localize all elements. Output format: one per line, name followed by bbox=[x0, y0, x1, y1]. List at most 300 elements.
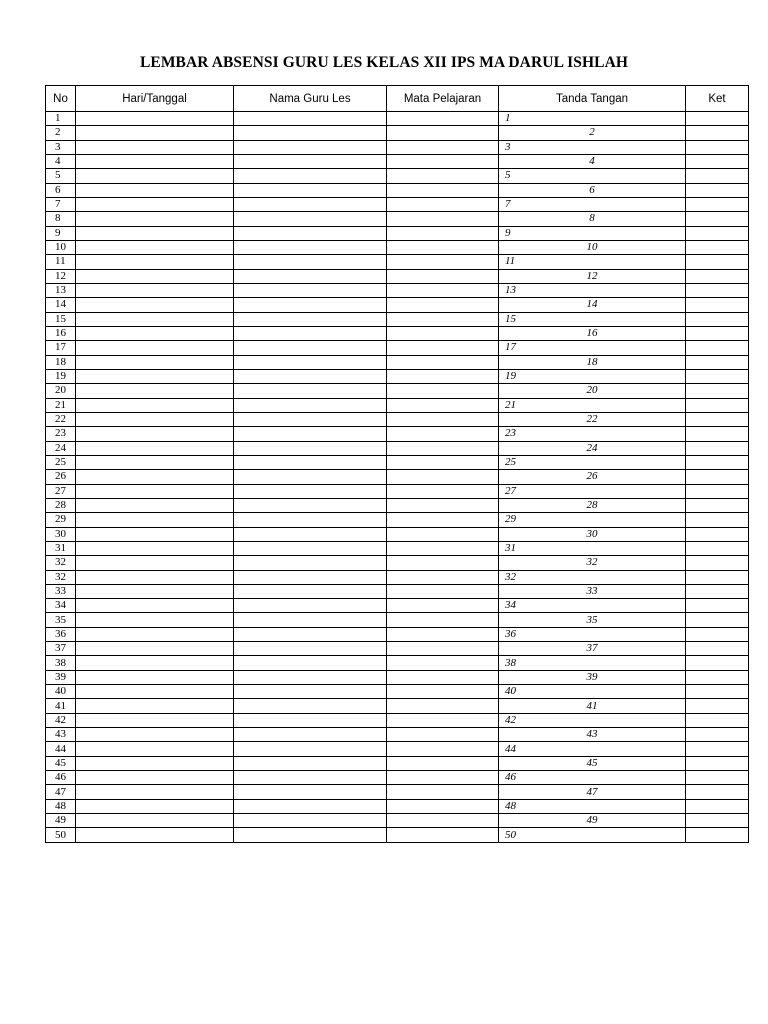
hari-tanggal-cell[interactable] bbox=[76, 513, 234, 527]
ket-cell[interactable] bbox=[686, 112, 749, 126]
signature-cell[interactable] bbox=[499, 527, 686, 541]
mata-pelajaran-cell[interactable] bbox=[387, 112, 499, 126]
table-row bbox=[46, 298, 749, 312]
nama-guru-cell[interactable] bbox=[234, 742, 387, 756]
ket-cell[interactable] bbox=[686, 771, 749, 785]
ket-cell[interactable] bbox=[686, 756, 749, 770]
hari-tanggal-cell[interactable] bbox=[76, 398, 234, 412]
nama-guru-cell[interactable] bbox=[234, 498, 387, 512]
hari-tanggal-cell[interactable] bbox=[76, 541, 234, 555]
row-number: 43 bbox=[46, 728, 76, 742]
nama-guru-cell[interactable] bbox=[234, 799, 387, 813]
mata-pelajaran-cell[interactable] bbox=[387, 412, 499, 426]
table-row bbox=[46, 154, 749, 168]
ket-cell[interactable] bbox=[686, 713, 749, 727]
hari-tanggal-cell[interactable] bbox=[76, 785, 234, 799]
nama-guru-cell[interactable] bbox=[234, 527, 387, 541]
mata-pelajaran-cell[interactable] bbox=[387, 828, 499, 842]
mata-pelajaran-cell[interactable] bbox=[387, 226, 499, 240]
hari-tanggal-cell[interactable] bbox=[76, 742, 234, 756]
mata-pelajaran-cell[interactable] bbox=[387, 169, 499, 183]
ket-cell[interactable] bbox=[686, 312, 749, 326]
hari-tanggal-cell[interactable] bbox=[76, 240, 234, 254]
ket-cell[interactable] bbox=[686, 541, 749, 555]
ket-cell[interactable] bbox=[686, 513, 749, 527]
signature-number: 16 bbox=[586, 327, 598, 340]
mata-pelajaran-cell[interactable] bbox=[387, 269, 499, 283]
ket-cell[interactable] bbox=[686, 212, 749, 226]
nama-guru-cell[interactable] bbox=[234, 441, 387, 455]
mata-pelajaran-cell[interactable] bbox=[387, 599, 499, 613]
hari-tanggal-cell[interactable] bbox=[76, 312, 234, 326]
hari-tanggal-cell[interactable] bbox=[76, 355, 234, 369]
hari-tanggal-cell[interactable] bbox=[76, 412, 234, 426]
nama-guru-cell[interactable] bbox=[234, 599, 387, 613]
signature-cell[interactable] bbox=[499, 685, 686, 699]
mata-pelajaran-cell[interactable] bbox=[387, 126, 499, 140]
nama-guru-cell[interactable] bbox=[234, 240, 387, 254]
mata-pelajaran-cell[interactable] bbox=[387, 670, 499, 684]
signature-cell[interactable] bbox=[499, 212, 686, 226]
hari-tanggal-cell[interactable] bbox=[76, 756, 234, 770]
ket-cell[interactable] bbox=[686, 283, 749, 297]
row-number: 5 bbox=[46, 169, 76, 183]
table-row bbox=[46, 384, 749, 398]
signature-cell[interactable] bbox=[499, 484, 686, 498]
hari-tanggal-cell[interactable] bbox=[76, 183, 234, 197]
ket-cell[interactable] bbox=[686, 470, 749, 484]
mata-pelajaran-cell[interactable] bbox=[387, 785, 499, 799]
hari-tanggal-cell[interactable] bbox=[76, 584, 234, 598]
nama-guru-cell[interactable] bbox=[234, 154, 387, 168]
mata-pelajaran-cell[interactable] bbox=[387, 154, 499, 168]
row-number: 36 bbox=[46, 627, 76, 641]
ket-cell[interactable] bbox=[686, 226, 749, 240]
ket-cell[interactable] bbox=[686, 685, 749, 699]
ket-cell[interactable] bbox=[686, 240, 749, 254]
nama-guru-cell[interactable] bbox=[234, 384, 387, 398]
nama-guru-cell[interactable] bbox=[234, 484, 387, 498]
signature-cell[interactable] bbox=[499, 269, 686, 283]
nama-guru-cell[interactable] bbox=[234, 785, 387, 799]
signature-cell[interactable] bbox=[499, 670, 686, 684]
hari-tanggal-cell[interactable] bbox=[76, 212, 234, 226]
hari-tanggal-cell[interactable] bbox=[76, 484, 234, 498]
ket-cell[interactable] bbox=[686, 298, 749, 312]
nama-guru-cell[interactable] bbox=[234, 828, 387, 842]
nama-guru-cell[interactable] bbox=[234, 197, 387, 211]
nama-guru-cell[interactable] bbox=[234, 656, 387, 670]
signature-cell[interactable] bbox=[499, 584, 686, 598]
ket-cell[interactable] bbox=[686, 527, 749, 541]
ket-cell[interactable] bbox=[686, 699, 749, 713]
signature-cell[interactable] bbox=[499, 126, 686, 140]
mata-pelajaran-cell[interactable] bbox=[387, 756, 499, 770]
signature-cell[interactable] bbox=[499, 154, 686, 168]
signature-number: 6 bbox=[589, 183, 595, 196]
table-row bbox=[46, 814, 749, 828]
hari-tanggal-cell[interactable] bbox=[76, 326, 234, 340]
mata-pelajaran-cell[interactable] bbox=[387, 355, 499, 369]
mata-pelajaran-cell[interactable] bbox=[387, 742, 499, 756]
row-number: 3 bbox=[46, 140, 76, 154]
hari-tanggal-cell[interactable] bbox=[76, 685, 234, 699]
signature-cell[interactable] bbox=[499, 283, 686, 297]
nama-guru-cell[interactable] bbox=[234, 269, 387, 283]
mata-pelajaran-cell[interactable] bbox=[387, 685, 499, 699]
signature-cell[interactable] bbox=[499, 599, 686, 613]
signature-number: 31 bbox=[505, 542, 516, 554]
signature-cell[interactable] bbox=[499, 498, 686, 512]
ket-cell[interactable] bbox=[686, 613, 749, 627]
signature-number: 48 bbox=[505, 799, 516, 812]
ket-cell[interactable] bbox=[686, 197, 749, 211]
signature-cell[interactable] bbox=[499, 169, 686, 183]
ket-cell[interactable] bbox=[686, 154, 749, 168]
hari-tanggal-cell[interactable] bbox=[76, 226, 234, 240]
nama-guru-cell[interactable] bbox=[234, 613, 387, 627]
hari-tanggal-cell[interactable] bbox=[76, 154, 234, 168]
hari-tanggal-cell[interactable] bbox=[76, 771, 234, 785]
mata-pelajaran-cell[interactable] bbox=[387, 183, 499, 197]
ket-cell[interactable] bbox=[686, 484, 749, 498]
hari-tanggal-cell[interactable] bbox=[76, 298, 234, 312]
ket-cell[interactable] bbox=[686, 412, 749, 426]
nama-guru-cell[interactable] bbox=[234, 455, 387, 469]
signature-cell[interactable] bbox=[499, 656, 686, 670]
row-number: 46 bbox=[46, 771, 76, 785]
signature-cell[interactable] bbox=[499, 556, 686, 570]
hari-tanggal-cell[interactable] bbox=[76, 642, 234, 656]
signature-cell[interactable] bbox=[499, 112, 686, 126]
nama-guru-cell[interactable] bbox=[234, 398, 387, 412]
row-number: 18 bbox=[46, 355, 76, 369]
row-number: 28 bbox=[46, 498, 76, 512]
ket-cell[interactable] bbox=[686, 570, 749, 584]
table-row bbox=[46, 226, 749, 240]
hari-tanggal-cell[interactable] bbox=[76, 197, 234, 211]
mata-pelajaran-cell[interactable] bbox=[387, 212, 499, 226]
hari-tanggal-cell[interactable] bbox=[76, 470, 234, 484]
nama-guru-cell[interactable] bbox=[234, 140, 387, 154]
ket-cell[interactable] bbox=[686, 742, 749, 756]
ket-cell[interactable] bbox=[686, 355, 749, 369]
signature-cell[interactable] bbox=[499, 183, 686, 197]
signature-cell[interactable] bbox=[499, 742, 686, 756]
hari-tanggal-cell[interactable] bbox=[76, 169, 234, 183]
signature-cell[interactable] bbox=[499, 226, 686, 240]
ket-cell[interactable] bbox=[686, 341, 749, 355]
signature-number: 11 bbox=[505, 255, 516, 268]
nama-guru-cell[interactable] bbox=[234, 699, 387, 713]
ket-cell[interactable] bbox=[686, 140, 749, 154]
ket-cell[interactable] bbox=[686, 599, 749, 613]
row-number: 2 bbox=[46, 126, 76, 140]
mata-pelajaran-cell[interactable] bbox=[387, 584, 499, 598]
hari-tanggal-cell[interactable] bbox=[76, 269, 234, 283]
ket-cell[interactable] bbox=[686, 498, 749, 512]
hari-tanggal-cell[interactable] bbox=[76, 498, 234, 512]
signature-number: 40 bbox=[505, 685, 516, 698]
hari-tanggal-cell[interactable] bbox=[76, 713, 234, 727]
ket-cell[interactable] bbox=[686, 183, 749, 197]
header-nama-guru: Nama Guru Les bbox=[234, 86, 387, 112]
ket-cell[interactable] bbox=[686, 814, 749, 828]
hari-tanggal-cell[interactable] bbox=[76, 527, 234, 541]
ket-cell[interactable] bbox=[686, 126, 749, 140]
signature-cell[interactable] bbox=[499, 613, 686, 627]
signature-cell[interactable] bbox=[499, 642, 686, 656]
mata-pelajaran-cell[interactable] bbox=[387, 341, 499, 355]
mata-pelajaran-cell[interactable] bbox=[387, 656, 499, 670]
mata-pelajaran-cell[interactable] bbox=[387, 728, 499, 742]
nama-guru-cell[interactable] bbox=[234, 183, 387, 197]
mata-pelajaran-cell[interactable] bbox=[387, 398, 499, 412]
mata-pelajaran-cell[interactable] bbox=[387, 498, 499, 512]
nama-guru-cell[interactable] bbox=[234, 169, 387, 183]
hari-tanggal-cell[interactable] bbox=[76, 556, 234, 570]
signature-cell[interactable] bbox=[499, 799, 686, 813]
hari-tanggal-cell[interactable] bbox=[76, 814, 234, 828]
mata-pelajaran-cell[interactable] bbox=[387, 799, 499, 813]
ket-cell[interactable] bbox=[686, 556, 749, 570]
nama-guru-cell[interactable] bbox=[234, 226, 387, 240]
ket-cell[interactable] bbox=[686, 441, 749, 455]
signature-number: 8 bbox=[589, 212, 595, 225]
mata-pelajaran-cell[interactable] bbox=[387, 312, 499, 326]
ket-cell[interactable] bbox=[686, 269, 749, 283]
ket-cell[interactable] bbox=[686, 455, 749, 469]
nama-guru-cell[interactable] bbox=[234, 312, 387, 326]
ket-cell[interactable] bbox=[686, 642, 749, 656]
signature-cell[interactable] bbox=[499, 713, 686, 727]
signature-cell[interactable] bbox=[499, 828, 686, 842]
signature-cell[interactable] bbox=[499, 455, 686, 469]
nama-guru-cell[interactable] bbox=[234, 728, 387, 742]
hari-tanggal-cell[interactable] bbox=[76, 570, 234, 584]
signature-cell[interactable] bbox=[499, 197, 686, 211]
hari-tanggal-cell[interactable] bbox=[76, 283, 234, 297]
ket-cell[interactable] bbox=[686, 369, 749, 383]
hari-tanggal-cell[interactable] bbox=[76, 427, 234, 441]
nama-guru-cell[interactable] bbox=[234, 427, 387, 441]
nama-guru-cell[interactable] bbox=[234, 255, 387, 269]
ket-cell[interactable] bbox=[686, 398, 749, 412]
nama-guru-cell[interactable] bbox=[234, 771, 387, 785]
signature-cell[interactable] bbox=[499, 541, 686, 555]
mata-pelajaran-cell[interactable] bbox=[387, 527, 499, 541]
ket-cell[interactable] bbox=[686, 785, 749, 799]
ket-cell[interactable] bbox=[686, 828, 749, 842]
mata-pelajaran-cell[interactable] bbox=[387, 713, 499, 727]
hari-tanggal-cell[interactable] bbox=[76, 613, 234, 627]
mata-pelajaran-cell[interactable] bbox=[387, 613, 499, 627]
signature-cell[interactable] bbox=[499, 312, 686, 326]
row-number: 29 bbox=[46, 513, 76, 527]
hari-tanggal-cell[interactable] bbox=[76, 126, 234, 140]
hari-tanggal-cell[interactable] bbox=[76, 828, 234, 842]
signature-number: 24 bbox=[586, 441, 598, 454]
signature-cell[interactable] bbox=[499, 369, 686, 383]
signature-cell[interactable] bbox=[499, 412, 686, 426]
hari-tanggal-cell[interactable] bbox=[76, 656, 234, 670]
signature-cell[interactable] bbox=[499, 355, 686, 369]
row-number: 20 bbox=[46, 384, 76, 398]
ket-cell[interactable] bbox=[686, 799, 749, 813]
mata-pelajaran-cell[interactable] bbox=[387, 441, 499, 455]
signature-cell[interactable] bbox=[499, 470, 686, 484]
hari-tanggal-cell[interactable] bbox=[76, 341, 234, 355]
hari-tanggal-cell[interactable] bbox=[76, 112, 234, 126]
row-number: 49 bbox=[46, 814, 76, 828]
ket-cell[interactable] bbox=[686, 728, 749, 742]
mata-pelajaran-cell[interactable] bbox=[387, 140, 499, 154]
mata-pelajaran-cell[interactable] bbox=[387, 298, 499, 312]
signature-cell[interactable] bbox=[499, 255, 686, 269]
nama-guru-cell[interactable] bbox=[234, 298, 387, 312]
ket-cell[interactable] bbox=[686, 656, 749, 670]
mata-pelajaran-cell[interactable] bbox=[387, 771, 499, 785]
hari-tanggal-cell[interactable] bbox=[76, 799, 234, 813]
nama-guru-cell[interactable] bbox=[234, 412, 387, 426]
mata-pelajaran-cell[interactable] bbox=[387, 197, 499, 211]
signature-cell[interactable] bbox=[499, 240, 686, 254]
row-number: 21 bbox=[46, 398, 76, 412]
nama-guru-cell[interactable] bbox=[234, 112, 387, 126]
nama-guru-cell[interactable] bbox=[234, 126, 387, 140]
table-row bbox=[46, 183, 749, 197]
nama-guru-cell[interactable] bbox=[234, 570, 387, 584]
signature-cell[interactable] bbox=[499, 326, 686, 340]
nama-guru-cell[interactable] bbox=[234, 513, 387, 527]
mata-pelajaran-cell[interactable] bbox=[387, 642, 499, 656]
signature-cell[interactable] bbox=[499, 814, 686, 828]
nama-guru-cell[interactable] bbox=[234, 470, 387, 484]
ket-cell[interactable] bbox=[686, 584, 749, 598]
nama-guru-cell[interactable] bbox=[234, 369, 387, 383]
table-row bbox=[46, 484, 749, 498]
table-row bbox=[46, 527, 749, 541]
table-row bbox=[46, 541, 749, 555]
signature-number: 37 bbox=[586, 642, 598, 655]
signature-cell[interactable] bbox=[499, 785, 686, 799]
signature-number: 47 bbox=[586, 785, 598, 798]
ket-cell[interactable] bbox=[686, 255, 749, 269]
signature-number: 46 bbox=[505, 771, 516, 784]
hari-tanggal-cell[interactable] bbox=[76, 599, 234, 613]
row-number: 37 bbox=[46, 642, 76, 656]
table-row bbox=[46, 126, 749, 140]
row-number: 17 bbox=[46, 341, 76, 355]
nama-guru-cell[interactable] bbox=[234, 556, 387, 570]
mata-pelajaran-cell[interactable] bbox=[387, 369, 499, 383]
signature-cell[interactable] bbox=[499, 756, 686, 770]
signature-cell[interactable] bbox=[499, 728, 686, 742]
signature-cell[interactable] bbox=[499, 570, 686, 584]
ket-cell[interactable] bbox=[686, 169, 749, 183]
nama-guru-cell[interactable] bbox=[234, 627, 387, 641]
signature-cell[interactable] bbox=[499, 771, 686, 785]
hari-tanggal-cell[interactable] bbox=[76, 140, 234, 154]
mata-pelajaran-cell[interactable] bbox=[387, 513, 499, 527]
mata-pelajaran-cell[interactable] bbox=[387, 255, 499, 269]
mata-pelajaran-cell[interactable] bbox=[387, 455, 499, 469]
nama-guru-cell[interactable] bbox=[234, 670, 387, 684]
signature-number: 30 bbox=[586, 527, 598, 540]
hari-tanggal-cell[interactable] bbox=[76, 699, 234, 713]
mata-pelajaran-cell[interactable] bbox=[387, 470, 499, 484]
nama-guru-cell[interactable] bbox=[234, 584, 387, 598]
nama-guru-cell[interactable] bbox=[234, 756, 387, 770]
mata-pelajaran-cell[interactable] bbox=[387, 627, 499, 641]
nama-guru-cell[interactable] bbox=[234, 326, 387, 340]
mata-pelajaran-cell[interactable] bbox=[387, 814, 499, 828]
ket-cell[interactable] bbox=[686, 326, 749, 340]
hari-tanggal-cell[interactable] bbox=[76, 627, 234, 641]
nama-guru-cell[interactable] bbox=[234, 541, 387, 555]
mata-pelajaran-cell[interactable] bbox=[387, 240, 499, 254]
nama-guru-cell[interactable] bbox=[234, 212, 387, 226]
signature-cell[interactable] bbox=[499, 627, 686, 641]
ket-cell[interactable] bbox=[686, 627, 749, 641]
hari-tanggal-cell[interactable] bbox=[76, 670, 234, 684]
signature-cell[interactable] bbox=[499, 699, 686, 713]
signature-cell[interactable] bbox=[499, 140, 686, 154]
signature-cell[interactable] bbox=[499, 384, 686, 398]
signature-cell[interactable] bbox=[499, 398, 686, 412]
attendance-table bbox=[45, 85, 749, 843]
mata-pelajaran-cell[interactable] bbox=[387, 384, 499, 398]
mata-pelajaran-cell[interactable] bbox=[387, 556, 499, 570]
nama-guru-cell[interactable] bbox=[234, 341, 387, 355]
signature-cell[interactable] bbox=[499, 427, 686, 441]
signature-number: 1 bbox=[505, 112, 511, 125]
table-row bbox=[46, 613, 749, 627]
hari-tanggal-cell[interactable] bbox=[76, 384, 234, 398]
nama-guru-cell[interactable] bbox=[234, 283, 387, 297]
ket-cell[interactable] bbox=[686, 670, 749, 684]
mata-pelajaran-cell[interactable] bbox=[387, 427, 499, 441]
hari-tanggal-cell[interactable] bbox=[76, 369, 234, 383]
mata-pelajaran-cell[interactable] bbox=[387, 484, 499, 498]
hari-tanggal-cell[interactable] bbox=[76, 255, 234, 269]
mata-pelajaran-cell[interactable] bbox=[387, 283, 499, 297]
ket-cell[interactable] bbox=[686, 384, 749, 398]
hari-tanggal-cell[interactable] bbox=[76, 455, 234, 469]
nama-guru-cell[interactable] bbox=[234, 642, 387, 656]
mata-pelajaran-cell[interactable] bbox=[387, 699, 499, 713]
signature-cell[interactable] bbox=[499, 513, 686, 527]
hari-tanggal-cell[interactable] bbox=[76, 441, 234, 455]
nama-guru-cell[interactable] bbox=[234, 814, 387, 828]
table-row bbox=[46, 283, 749, 297]
signature-cell[interactable] bbox=[499, 341, 686, 355]
mata-pelajaran-cell[interactable] bbox=[387, 541, 499, 555]
ket-cell[interactable] bbox=[686, 427, 749, 441]
mata-pelajaran-cell[interactable] bbox=[387, 570, 499, 584]
nama-guru-cell[interactable] bbox=[234, 713, 387, 727]
signature-number: 43 bbox=[586, 728, 598, 741]
table-row bbox=[46, 112, 749, 126]
nama-guru-cell[interactable] bbox=[234, 685, 387, 699]
table-row bbox=[46, 556, 749, 570]
nama-guru-cell[interactable] bbox=[234, 355, 387, 369]
signature-cell[interactable] bbox=[499, 298, 686, 312]
signature-number: 50 bbox=[505, 828, 516, 841]
hari-tanggal-cell[interactable] bbox=[76, 728, 234, 742]
mata-pelajaran-cell[interactable] bbox=[387, 326, 499, 340]
signature-cell[interactable] bbox=[499, 441, 686, 455]
